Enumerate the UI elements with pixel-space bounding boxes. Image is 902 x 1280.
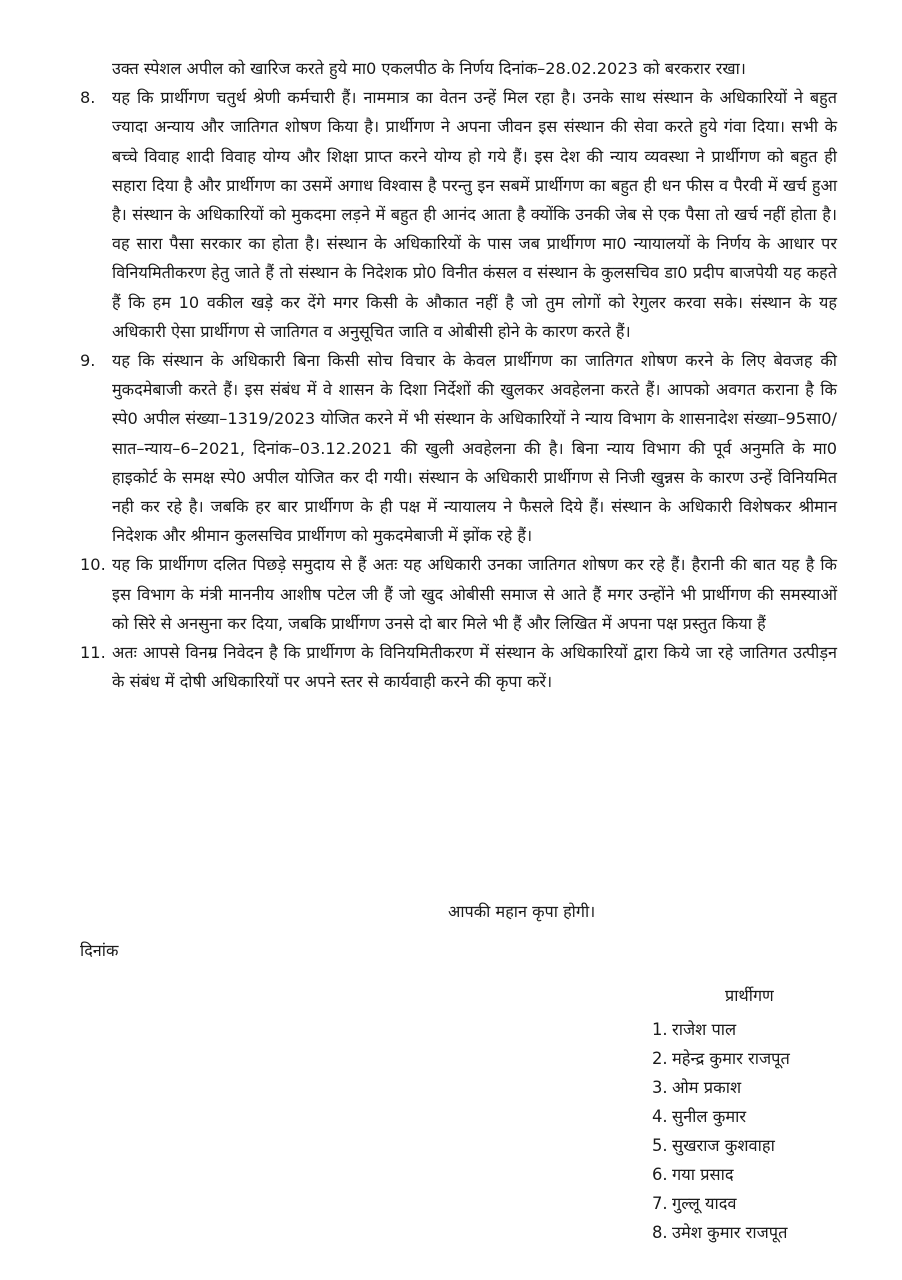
petitioner-item bbox=[652, 1218, 790, 1247]
petitioner-number: 3. bbox=[652, 1078, 668, 1097]
petitioner-name: गया प्रसाद bbox=[672, 1165, 734, 1184]
paragraph-number: 9. bbox=[80, 351, 96, 371]
petitioner-name: महेन्द्र कुमार राजपूत bbox=[672, 1049, 790, 1068]
petitioner-item bbox=[652, 1015, 790, 1044]
petitioner-item bbox=[652, 1189, 790, 1218]
petitioner-number: 6. bbox=[652, 1165, 668, 1184]
petitioner-item bbox=[652, 1131, 790, 1160]
paragraph-10 bbox=[80, 550, 837, 638]
petitioner-item bbox=[652, 1044, 790, 1073]
date-label: दिनांक bbox=[80, 941, 119, 960]
petitioner-name: सुखराज कुशवाहा bbox=[672, 1136, 775, 1155]
closing-line: आपकी महान कृपा होगी। bbox=[448, 902, 596, 921]
paragraph-text: यह कि प्रार्थीगण चतुर्थ श्रेणी कर्मचारी हैं। नाममात्र का वेतन उन्हें मिल रहा है। उनके साथ संस्थान के अधिकारियों ने बहुत ज्यादा अन्याय और जातिगत शोषण किया है। प्रार्थीगण ने अपना जीवन इस संस्थान की सेवा करते हुये गंवा दिया। सभी के बच्चे विवाह शादी विवाह योग्य और शिक्षा प्राप्त करने योग्य हो गये हैं। इस देश की न्याय व्यवस्था ने प्रार्थीगण को बहुत ही सहारा दिया है और प्रार्थीगण का उसमें अगाध विश्वास है परन्तु इन सबमें प्रार्थीगण का बहुत ही धन फीस व पैरवी में खर्च हुआ है। संस्थान के अधिकारियों को मुकदमा लड़ने में बहुत ही आनंद आता है क्योंकि उनकी जेब से एक पैसा तो खर्च नहीं होता है। वह सारा पैसा सरकार का होता है। संस्थान के अधिकारियों के पास जब प्रार्थीगण मा0 न्यायालयों के निर्णय के आधार पर विनियमितीकरण हेतु जाते हैं तो संस्थान के निदेशक प्रो0 विनीत कंसल व संस्थान के कुलसचिव डा0 प्रदीप बाजपेयी यह कहते हैं कि हम 10 वकील खड़े कर देंगे मगर किसी के औकात नहीं है जो तुम लोगों को रेगुलर करवा सके। संस्थान के यह अधिकारी ऐसा प्रार्थीगण से जातिगत व अनुसूचित जाति व ओबीसी होने के कारण करते हैं। bbox=[112, 88, 837, 341]
petitioner-number: 2. bbox=[652, 1049, 668, 1068]
signatory-heading: प्रार्थीगण bbox=[725, 986, 774, 1005]
paragraph-9 bbox=[80, 346, 837, 550]
paragraph-number: 11. bbox=[80, 643, 106, 663]
petitioner-list bbox=[652, 1015, 790, 1247]
paragraph-11 bbox=[80, 638, 837, 696]
petitioner-number: 5. bbox=[652, 1136, 668, 1155]
document-body bbox=[80, 54, 837, 696]
intro-continuation: उक्त स्पेशल अपील को खारिज करते हुये मा0 एकलपीठ के निर्णय दिनांक–28.02.2023 को बरकरार रखा। bbox=[112, 59, 746, 78]
petitioner-name: ओम प्रकाश bbox=[672, 1078, 742, 1097]
petitioner-item bbox=[652, 1102, 790, 1131]
petitioner-name: गुल्लू यादव bbox=[672, 1194, 737, 1213]
petitioner-number: 1. bbox=[652, 1020, 668, 1039]
petitioner-item bbox=[652, 1073, 790, 1102]
petitioner-item bbox=[652, 1160, 790, 1189]
petitioner-name: उमेश कुमार राजपूत bbox=[672, 1223, 788, 1242]
petitioner-number: 7. bbox=[652, 1194, 668, 1213]
petitioner-number: 8. bbox=[652, 1223, 668, 1242]
paragraph-text: यह कि प्रार्थीगण दलित पिछड़े समुदाय से हैं अतः यह अधिकारी उनका जातिगत शोषण कर रहे हैं। हैरानी की बात यह है कि इस विभाग के मंत्री माननीय आशीष पटेल जी हैं जो खुद ओबीसी समाज से आते हैं मगर उन्होंने भी प्रार्थीगण की समस्याओं को सिरे से अनसुना कर दिया, जबकि प्रार्थीगण उनसे दो बार मिले भी हैं और लिखित में अपना पक्ष प्रस्तुत किया हैं bbox=[112, 555, 837, 633]
petitioner-name: सुनील कुमार bbox=[672, 1107, 747, 1126]
paragraph-number: 10. bbox=[80, 555, 106, 575]
paragraph-number: 8. bbox=[80, 88, 96, 108]
petitioner-number: 4. bbox=[652, 1107, 668, 1126]
paragraph-text: अतः आपसे विनम्र निवेदन है कि प्रार्थीगण के विनियमितीकरण में संस्थान के अधिकारियों द्वारा किये जा रहे जातिगत उत्पीड़न के संबंध में दोषी अधिकारियों पर अपने स्तर से कार्यवाही करने की कृपा करें। bbox=[112, 643, 837, 692]
paragraph-8 bbox=[80, 83, 837, 346]
petitioner-name: राजेश पाल bbox=[672, 1020, 737, 1039]
paragraph-text: यह कि संस्थान के अधिकारी बिना किसी सोच विचार के केवल प्रार्थीगण का जातिगत शोषण करने के लिए बेवजह की मुकदमेबाजी करते हैं। इस संबंध में वे शासन के दिशा निर्देशों की खुलकर अवहेलना करते हैं। आपको अवगत कराना है कि स्पे0 अपील संख्या–1319/2023 योजित करने में भी संस्थान के अधिकारियों ने न्याय विभाग के शासनादेश संख्या–95सा0/सात–न्याय–6–2021, दिनांक–03.12.2021 की खुली अवहेलना की है। बिना न्याय विभाग की पूर्व अनुमति के मा0 हाइकोर्ट के समक्ष स्पे0 अपील योजित कर दी गयी। संस्थान के अधिकारी प्रार्थीगण से निजी खुन्नस के कारण उन्हें विनियमित नही कर रहे है। जबकि हर बार प्रार्थीगण के ही पक्ष में न्यायालय ने फैसले दिये हैं। संस्थान के अधिकारी विशेषकर श्रीमान निदेशक और श्रीमान कुलसचिव प्रार्थीगण को मुकदमेबाजी में झोंक रहे हैं। bbox=[112, 351, 837, 546]
